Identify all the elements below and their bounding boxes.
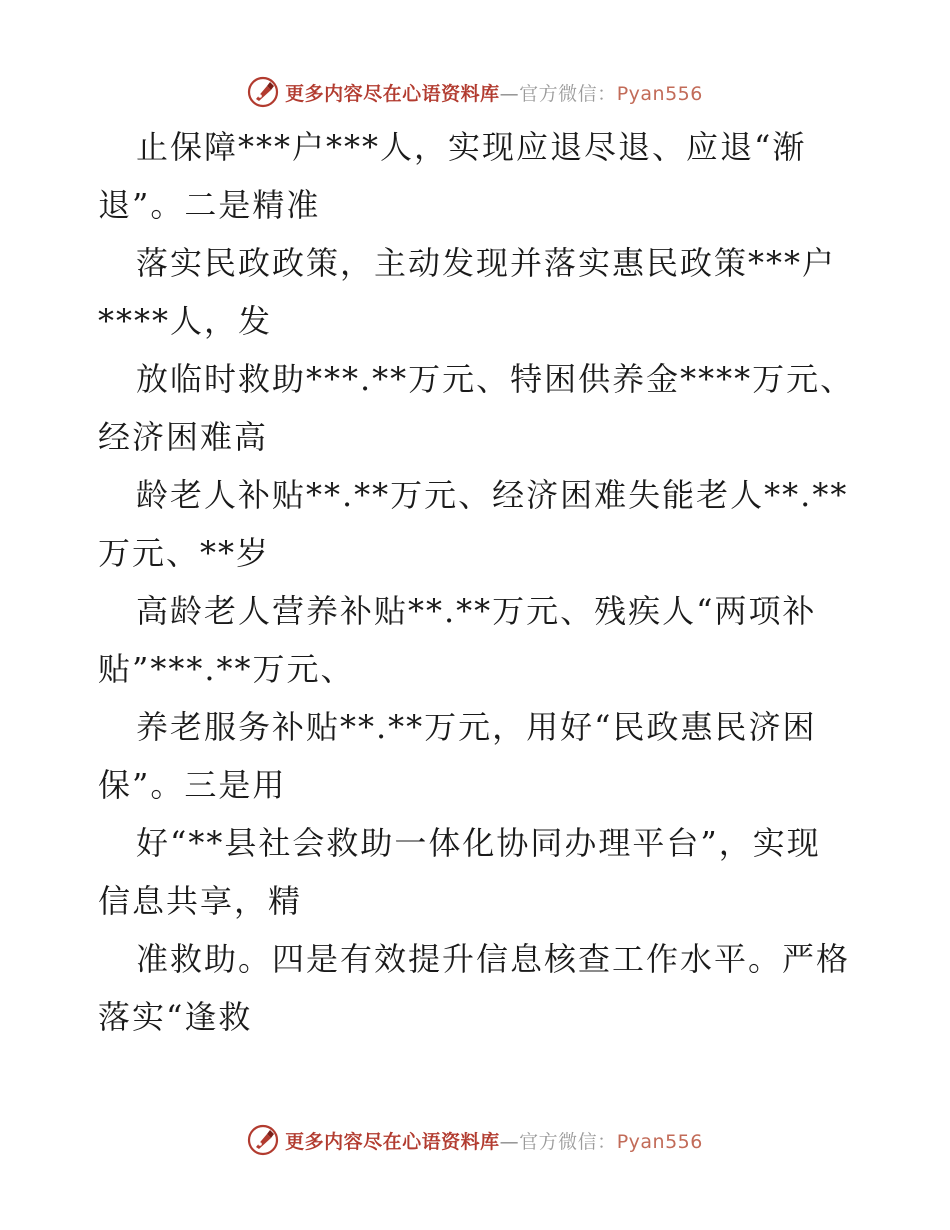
document-body bbox=[98, 118, 858, 1046]
watermark-label: 官方微信： bbox=[519, 82, 617, 105]
footer-watermark bbox=[0, 1120, 950, 1160]
watermark-label: 官方微信： bbox=[519, 1130, 617, 1153]
watermark-wechat-id: Pyan556 bbox=[616, 82, 703, 105]
watermark-brand: 更多内容尽在心语资料库 bbox=[285, 1130, 500, 1153]
text-line: 高龄老人营养补贴**.**万元、残疾人“两项补 bbox=[136, 592, 817, 630]
text-line: 信息共享，精 bbox=[98, 882, 303, 920]
pen-nib-logo-icon bbox=[247, 1124, 279, 1156]
text-line: 养老服务补贴**.**万元，用好“民政惠民济困 bbox=[136, 708, 817, 746]
watermark-separator: — bbox=[499, 82, 520, 105]
paragraph bbox=[98, 582, 858, 698]
pen-nib-logo-icon bbox=[247, 76, 279, 108]
text-line: 经济困难高 bbox=[98, 418, 269, 456]
text-line: 万元、**岁 bbox=[98, 534, 271, 572]
text-line: 好“**县社会救助一体化协同办理平台”，实现 bbox=[136, 824, 821, 862]
header-watermark bbox=[0, 72, 950, 112]
paragraph bbox=[98, 234, 858, 350]
text-line: 贴”***.**万元、 bbox=[98, 650, 355, 688]
watermark-brand: 更多内容尽在心语资料库 bbox=[285, 82, 500, 105]
text-line: 落实“逢救 bbox=[98, 998, 253, 1036]
paragraph bbox=[98, 814, 858, 930]
paragraph bbox=[98, 118, 858, 234]
watermark-text bbox=[285, 1127, 703, 1154]
text-line: 保”。三是用 bbox=[98, 766, 287, 804]
watermark-wechat-id: Pyan556 bbox=[616, 1130, 703, 1153]
text-line: ****人，发 bbox=[98, 302, 273, 340]
paragraph bbox=[98, 930, 858, 1046]
paragraph bbox=[98, 466, 858, 582]
paragraph bbox=[98, 698, 858, 814]
text-line: 落实民政政策，主动发现并落实惠民政策***户 bbox=[136, 244, 837, 282]
text-line: 龄老人补贴**.**万元、经济困难失能老人**.** bbox=[136, 476, 849, 514]
text-line: 准救助。四是有效提升信息核查工作水平。严格 bbox=[136, 940, 851, 978]
text-line: 放临时救助***.**万元、特困供养金****万元、 bbox=[136, 360, 855, 398]
watermark-separator: — bbox=[499, 1130, 520, 1153]
text-line: 退”。二是精准 bbox=[98, 186, 321, 224]
paragraph bbox=[98, 350, 858, 466]
watermark-text bbox=[285, 79, 703, 106]
text-line: 止保障***户***人，实现应退尽退、应退“渐 bbox=[136, 128, 807, 166]
